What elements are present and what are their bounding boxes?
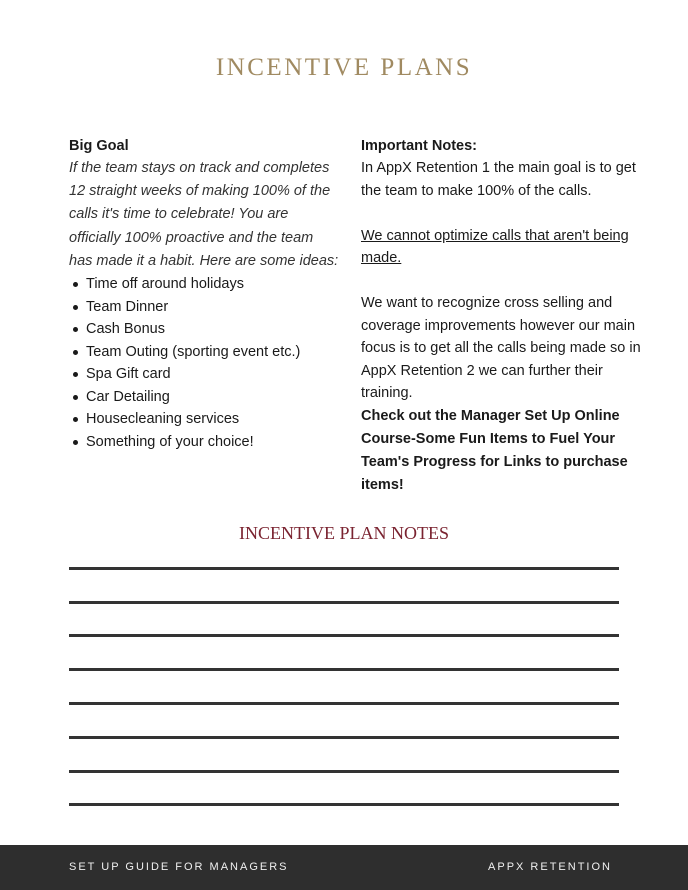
footer-left-text: SET UP GUIDE FOR MANAGERS — [69, 861, 289, 873]
big-goal-body: If the team stays on track and completes 12 straight weeks of making 100% of the calls it's time to celebrate! You are officially 100% proactive and the team has made it a habit. Here are some ideas: — [69, 160, 339, 269]
note-line — [69, 601, 619, 604]
notes-bold-callout: Check out the Manager Set Up Online Course-Some Fun Items to Fuel Your Team's Progress for Links to purchase items! — [361, 407, 628, 493]
list-item: Spa Gift card — [69, 363, 339, 386]
note-line — [69, 736, 619, 739]
note-line — [69, 803, 619, 806]
note-line — [69, 702, 619, 705]
notes-underlined-paragraph: We cannot optimize calls that aren't being made. — [361, 227, 629, 266]
list-item: Team Outing (sporting event etc.) — [69, 341, 339, 364]
ideas-list — [69, 273, 339, 453]
big-goal-section — [69, 135, 339, 453]
list-item: Something of your choice! — [69, 431, 339, 454]
list-item: Housecleaning services — [69, 408, 339, 431]
list-item: Team Dinner — [69, 296, 339, 319]
note-line — [69, 567, 619, 570]
footer-right-text: APPX RETENTION — [488, 861, 612, 873]
note-line — [69, 634, 619, 637]
important-notes-section — [361, 135, 651, 497]
list-item: Car Detailing — [69, 386, 339, 409]
important-notes-heading: Important Notes: — [361, 138, 477, 154]
note-line — [69, 668, 619, 671]
notes-paragraph-3: We want to recognize cross selling and coverage improvements however our main focus is to get all the calls being made so in AppX Retention 2 we can further their training. — [361, 295, 641, 401]
list-item: Time off around holidays — [69, 273, 339, 296]
plan-notes-title: INCENTIVE PLAN NOTES — [239, 523, 449, 543]
page-title: INCENTIVE PLANS — [215, 54, 473, 81]
notes-paragraph-1: In AppX Retention 1 the main goal is to get the team to make 100% of the calls. — [361, 160, 636, 199]
footer-bar — [0, 845, 688, 890]
list-item: Cash Bonus — [69, 318, 339, 341]
big-goal-heading: Big Goal — [69, 138, 129, 154]
note-line — [69, 770, 619, 773]
